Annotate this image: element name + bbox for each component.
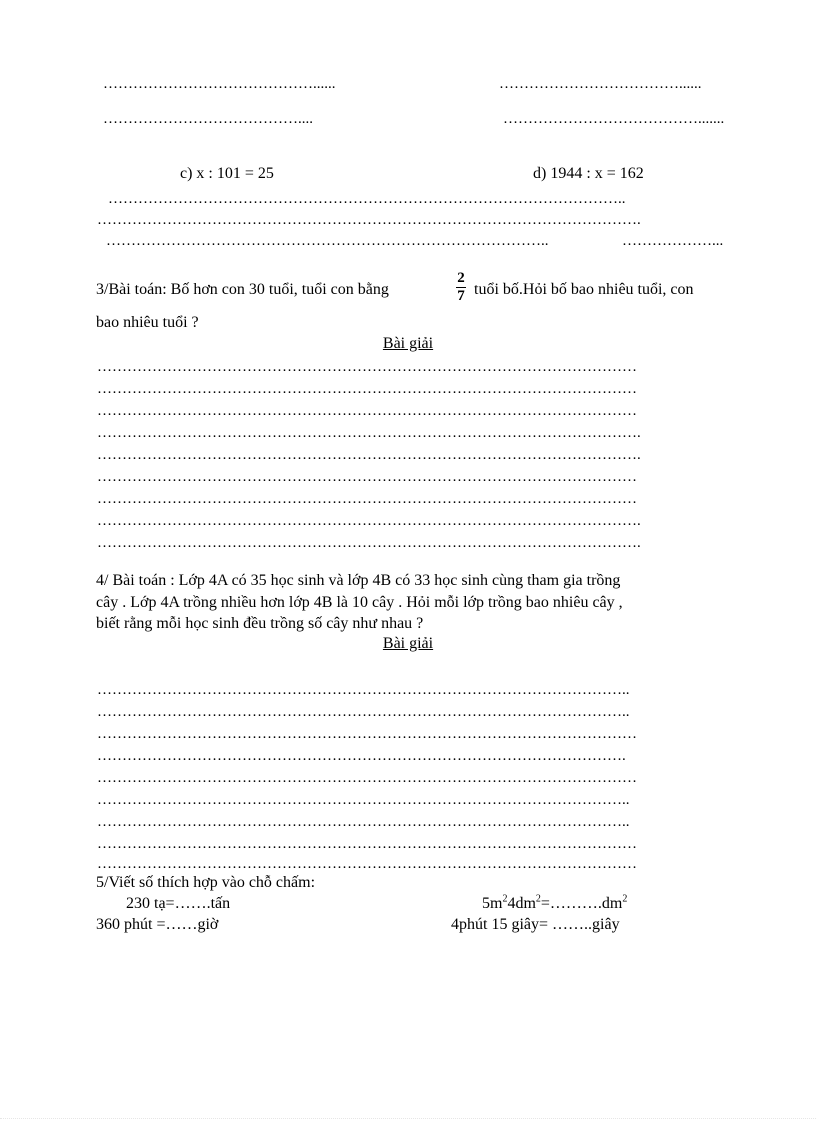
problem5-item1: 230 tạ=…….tấn (126, 895, 231, 912)
answer-line: ……………………………………………………………………………………………… (97, 381, 637, 397)
item2-part: =……….dm (540, 895, 623, 912)
item2-part: 4dm (507, 895, 536, 912)
superscript: 2 (535, 893, 541, 905)
answer-line: ………………... (622, 233, 724, 249)
answer-line: ………………………………………………………………………………………………. (97, 212, 641, 228)
problem4-line2: cây . Lớp 4A trồng nhiều hơn lớp 4B là 10 cây . Hỏi mỗi lớp trồng bao nhiêu cây , (96, 594, 623, 611)
answer-line: …………………………………………………………………………………………….. (97, 792, 630, 808)
problem5-title: 5/Viết số thích hợp vào chỗ chấm: (96, 874, 316, 891)
fraction-numerator: 2 (457, 270, 465, 286)
top-dots-row2-right: …………………………………....... (503, 111, 725, 127)
problem3-text-before: 3/Bài toán: Bố hơn con 30 tuổi, tuổi con bằng (96, 281, 389, 298)
problem5-item3: 360 phút =……giờ (96, 916, 219, 933)
answer-line: …………………………………………………………………………………………….. (97, 704, 630, 720)
answer-line: ……………………………………………………………………………………………… (97, 856, 637, 872)
problem5-item4: 4phút 15 giây= ……..giây (451, 916, 620, 933)
answer-line: ……………………………………………………………………………………………… (97, 403, 637, 419)
problem3-text-after: tuổi bố.Hỏi bố bao nhiêu tuổi, con (474, 281, 694, 298)
answer-line: ……………………………………………………………………………………………… (97, 836, 637, 852)
fraction-two-sevenths (456, 271, 466, 304)
problem4-line1: 4/ Bài toán : Lớp 4A có 35 học sinh và lớp 4B có 33 học sinh cùng tham gia trồng (96, 572, 621, 589)
problem5-item2 (482, 894, 627, 914)
problem4-heading: Bài giải (382, 635, 434, 652)
exercise-d: d) 1944 : x = 162 (533, 165, 644, 182)
fraction-denominator: 7 (457, 288, 465, 304)
answer-line: ……………………………………………………………………………………………… (97, 770, 637, 786)
problem4-line3: biết rằng mỗi học sinh đều trồng số cây như nhau ? (96, 615, 424, 632)
page-bottom-rule (0, 1118, 816, 1119)
answer-line: ………………………………………………………………………………………………. (97, 425, 641, 441)
answer-line: ……………………………………………………………………………………………… (97, 726, 637, 742)
top-dots-row1-right: ………………………………...... (499, 76, 702, 92)
answer-line: ……………………………………………………………………………………………… (97, 491, 637, 507)
item2-part: 5m (482, 895, 503, 912)
superscript: 2 (622, 893, 628, 905)
problem3-line2: bao nhiêu tuổi ? (96, 314, 199, 331)
answer-line: ………………………………………………………………………………………………. (97, 535, 641, 551)
exercise-c: c) x : 101 = 25 (180, 165, 274, 182)
superscript: 2 (502, 893, 508, 905)
problem3-heading: Bài giải (382, 335, 434, 352)
answer-line: …………………………………………………………………………………………….. (97, 814, 630, 830)
answer-line: ………………………………………………………………………………………………. (97, 513, 641, 529)
answer-line: ………………………………………………………………………………………….. (108, 191, 626, 207)
answer-line: ……………………………………………………………………………………………… (97, 359, 637, 375)
answer-line: ………………………………………………………………………………………………. (97, 447, 641, 463)
answer-line: …………………………………………………………………………….. (106, 233, 549, 249)
top-dots-row2-left: ………………………………….... (103, 111, 313, 127)
answer-line: …………………………………………………………………………………………….. (97, 682, 630, 698)
answer-line: ……………………………………………………………………………………………… (97, 469, 637, 485)
answer-line: ……………………………………………………………………………………………. (97, 748, 626, 764)
top-dots-row1-left: ……………………………………...... (103, 76, 336, 92)
